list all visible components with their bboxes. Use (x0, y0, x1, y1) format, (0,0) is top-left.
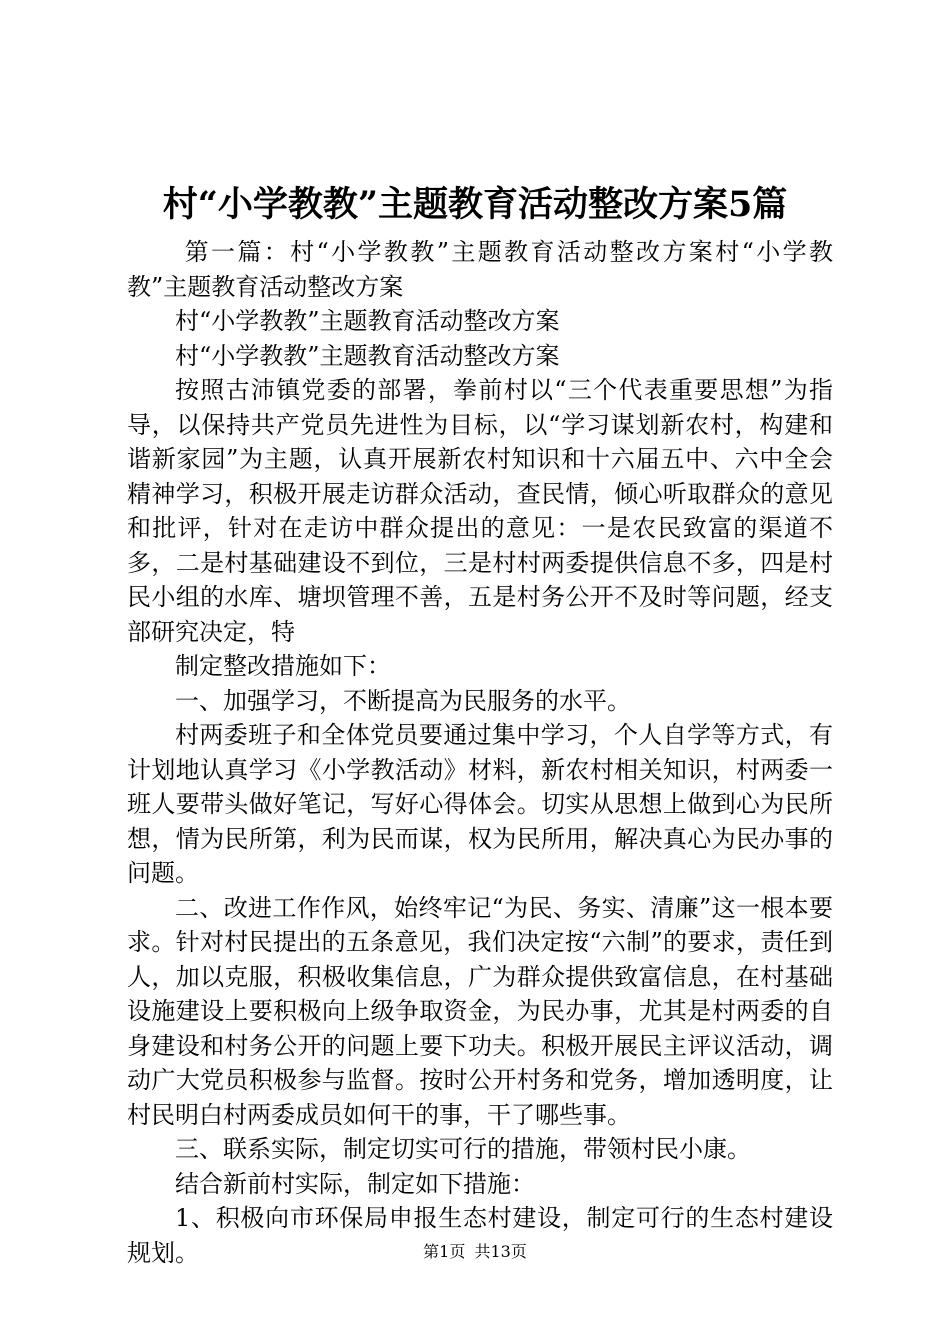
page-number: 第1页 (423, 1242, 466, 1261)
paragraph: 制定整改措施如下： (175, 652, 391, 680)
page-total: 共13页 (474, 1242, 527, 1261)
paragraph-subtitle: 村“小学教教”主题教育活动整改方案 (175, 307, 560, 335)
document-body (127, 235, 833, 1270)
paragraph: 结合新前村实际，制定如下措施： (175, 1169, 535, 1198)
paragraph-intro: 第一篇：村“小学教教”主题教育活动整改方案村“小学教教”主题教育活动整改方案 (127, 238, 833, 301)
page-footer (0, 1240, 950, 1264)
paragraph: 按照古沛镇党委的部署，拳前村以“三个代表重要思想”为指导，以保持共产党员先进性为目标，以“学习谋划新农村，构建和谐新家园”为主题，认真开展新农村知识和十六届五中、六中全会精神学习，积极开展走访群众活动，查民情，倾心听取群众的意见和批评，针对在走访中群众提出的意见：一是农民致富的渠道不多，二是村基础建设不到位，三是村村两委提供信息不多，四是村民小组的水库、塘坝管理不善，五是村务公开不及时等问题，经支部研究决定，特 (127, 376, 833, 646)
paragraph: 二、改进工作作风，始终牢记“为民、务实、清廉”这一根本要求。针对村民提出的五条意见，我们决定按“六制”的要求，责任到人，加以克服，积极收集信息，广为群众提供致富信息，在村基础设施建设上要积极向上级争取资金，为民办事，尤其是村两委的自身建设和村务公开的问题上要下功夫。积极开展民主评议活动，调动广大党员积极参与监督。按时公开村务和党务，增加透明度，让村民明白村两委成员如何干的事，干了哪些事。 (127, 893, 833, 1129)
paragraph: 村两委班子和全体党员要通过集中学习，个人自学等方式，有计划地认真学习《小学教活动》材料，新农村相关知识，村两委一班人要带头做好笔记，写好心得体会。切实从思想上做到心为民所想，情为民所第，利为民而谋，权为民所用，解决真心为民办事的问题。 (127, 721, 833, 887)
section-heading: 三、联系实际，制定切实可行的措施，带领村民小康。 (175, 1135, 751, 1163)
document-title: 村“小学教教”主题教育活动整改方案5篇 (162, 184, 788, 225)
paragraph-subtitle: 村“小学教教”主题教育活动整改方案 (175, 341, 560, 370)
paragraph: 1、积极向市环保局申报生态村建设，制定可行的生态村建设规划。 (127, 1204, 833, 1267)
section-heading: 一、加强学习，不断提高为民服务的水平。 (175, 686, 631, 715)
